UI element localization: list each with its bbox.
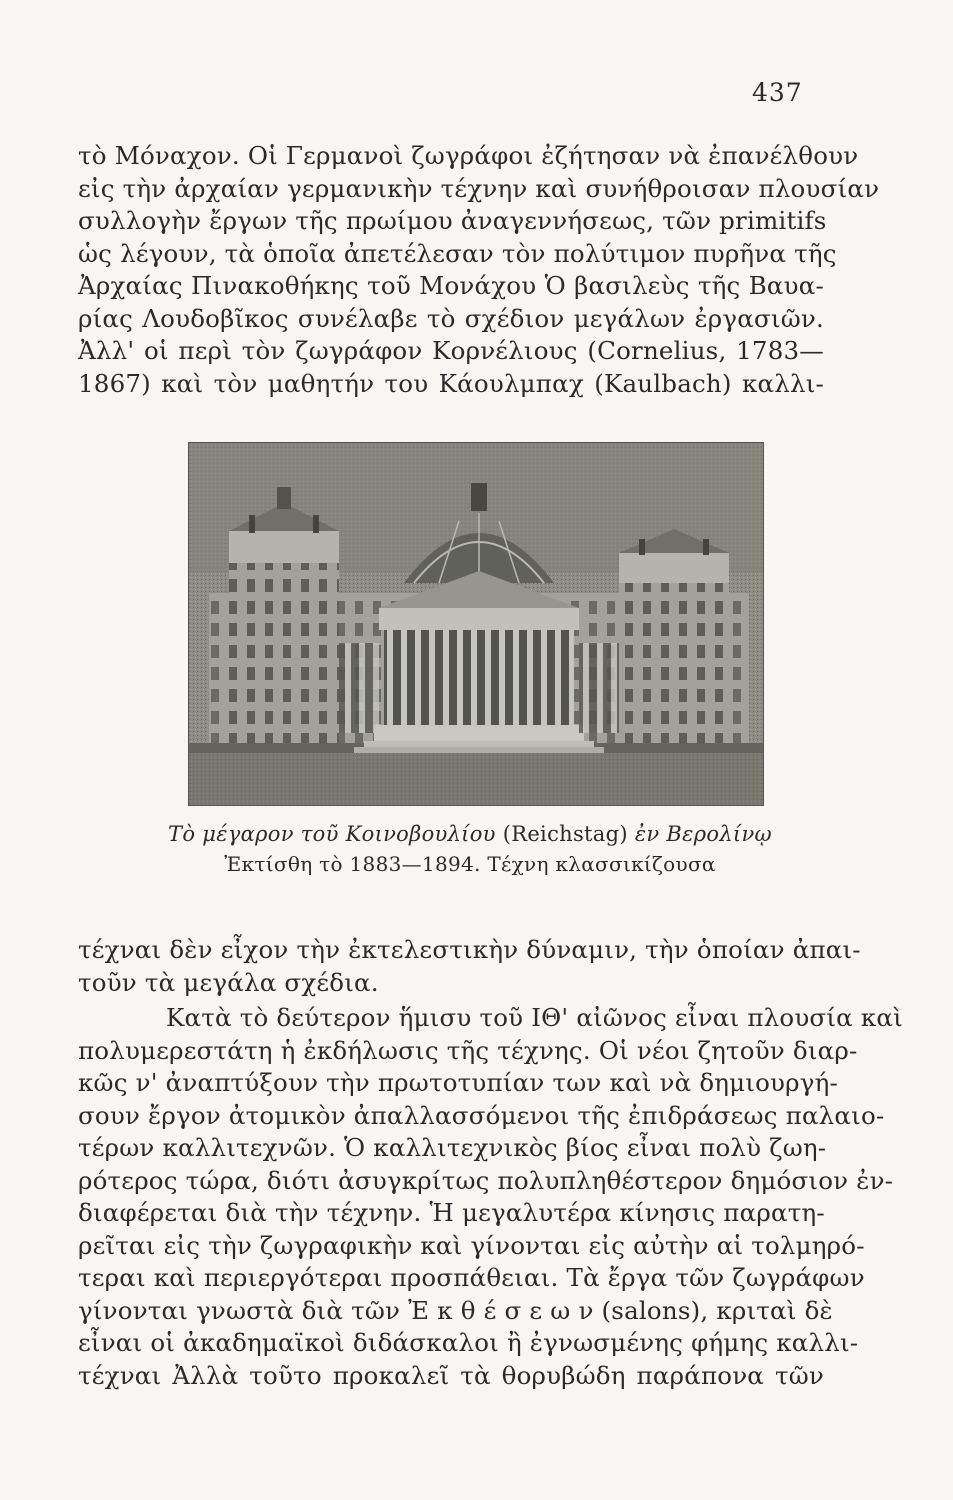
- paragraph-1: [78, 140, 880, 400]
- text-line: Ἀλλ' οἱ περὶ τὸν ζωγράφον Κορνέλιους (Cornelius, 1783—: [78, 336, 824, 365]
- text-line: τὸ Μόναχον. Οἱ Γερμανοὶ ζωγράφοι ἐζήτησαν νὰ ἐπανέλθουν: [78, 141, 859, 170]
- page-number: 437: [752, 78, 803, 107]
- text-line: 1867) καὶ τὸν μαθητήν του Κάουλμπαχ (Kaulbach) καλλι-: [78, 368, 824, 398]
- text-line: κῶς ν' ἀναπτύξουν τὴν πρωτοτυπίαν των καὶ νὰ δημιουργή-: [78, 1068, 838, 1097]
- text-line: ὡς λέγουν, τὰ ὁποῖα ἀπετέλεσαν τὸν πολύτιμον πυρῆνα τῆς: [78, 238, 837, 268]
- text-line: Ἀρχαίας Πινακοθήκης τοῦ Μονάχου Ὁ βασιλεὺς τῆς Βαυα-: [78, 271, 824, 300]
- caption-title: Τὸ μέγαρον τοῦ Κοινοβουλίου: [168, 822, 496, 846]
- building-illustration: [189, 443, 763, 805]
- text-line: εἰς τὴν ἀρχαίαν γερμανικὴν τέχνην καὶ συνήθροισαν πλουσίαν: [78, 173, 880, 203]
- text-line: ρίας Λουδοβῖκος συνέλαβε τὸ σχέδιον μεγάλων ἐργασιῶν.: [78, 303, 824, 333]
- text-line: ρότερος τώρα, διότι ἀσυγκρίτως πολυπληθέστερον δημόσιον ἐν-: [78, 1165, 894, 1195]
- text-line: συλλογὴν ἔργων τῆς πρωίμου ἀναγεννήσεως, τῶν primitifs: [78, 206, 827, 235]
- caption-location: ἐν Βερολίνῳ: [634, 822, 772, 846]
- text-line: τέχναι δὲν εἶχον τὴν ἐκτελεστικὴν δύναμιν, τὴν ὁποίαν ἀπαι-: [78, 935, 861, 964]
- text-line: πολυμερεστάτη ἡ ἐκδήλωσις τῆς τέχνης. Οἱ νέοι ζητοῦν διαρ-: [78, 1035, 858, 1065]
- text-line: τεραι καὶ περιεργότεραι προσπάθειαι. Τὰ ἔργα τῶν ζωγράφων: [78, 1263, 865, 1292]
- text-line: σουν ἔργον ἀτομικὸν ἀπαλλασσόμενοι τῆς ἐπιδράσεως παλαιο-: [78, 1100, 885, 1130]
- caption-reichstag: (Reichstag): [502, 822, 628, 846]
- text-line: ρεῖται εἰς τὴν ζωγραφικὴν καὶ γίνονται εἰς αὐτὴν αἱ τολμηρό-: [78, 1230, 865, 1260]
- text-line: εἶναι οἱ ἀκαδημαϊκοὶ διδάσκαλοι ἢ ἐγνωσμένης φήμης καλλι-: [78, 1328, 859, 1357]
- text-line: Κατὰ τὸ δεύτερον ἥμισυ τοῦ ΙΘ' αἰῶνος εἶναι πλουσία καὶ: [166, 1003, 903, 1032]
- text-line: τέχναι Ἀλλὰ τοῦτο προκαλεῖ τὰ θορυβώδη παράπονα τῶν: [78, 1360, 824, 1390]
- figure-caption: [120, 822, 820, 846]
- paragraph-2: [78, 934, 861, 999]
- text-line: τοῦν τὰ μεγάλα σχέδια.: [78, 967, 379, 997]
- paragraph-3: [78, 1002, 903, 1392]
- text-line: γίνονται γνωστὰ διὰ τῶν Ἐ κ θ έ σ ε ω ν (salons), κριταὶ δὲ: [78, 1295, 833, 1325]
- text-line: τέρων καλλιτεχνῶν. Ὁ καλλιτεχνικὸς βίος εἶναι πολὺ ζωη-: [78, 1133, 827, 1162]
- reichstag-photograph: [188, 442, 764, 806]
- text-line: διαφέρεται διὰ τὴν τέχνην. Ἡ μεγαλυτέρα κίνησις παρατη-: [78, 1198, 825, 1227]
- figure-caption-detail: Ἐκτίσθη τὸ 1883—1894. Τέχνη κλασσικίζουσα: [224, 852, 716, 876]
